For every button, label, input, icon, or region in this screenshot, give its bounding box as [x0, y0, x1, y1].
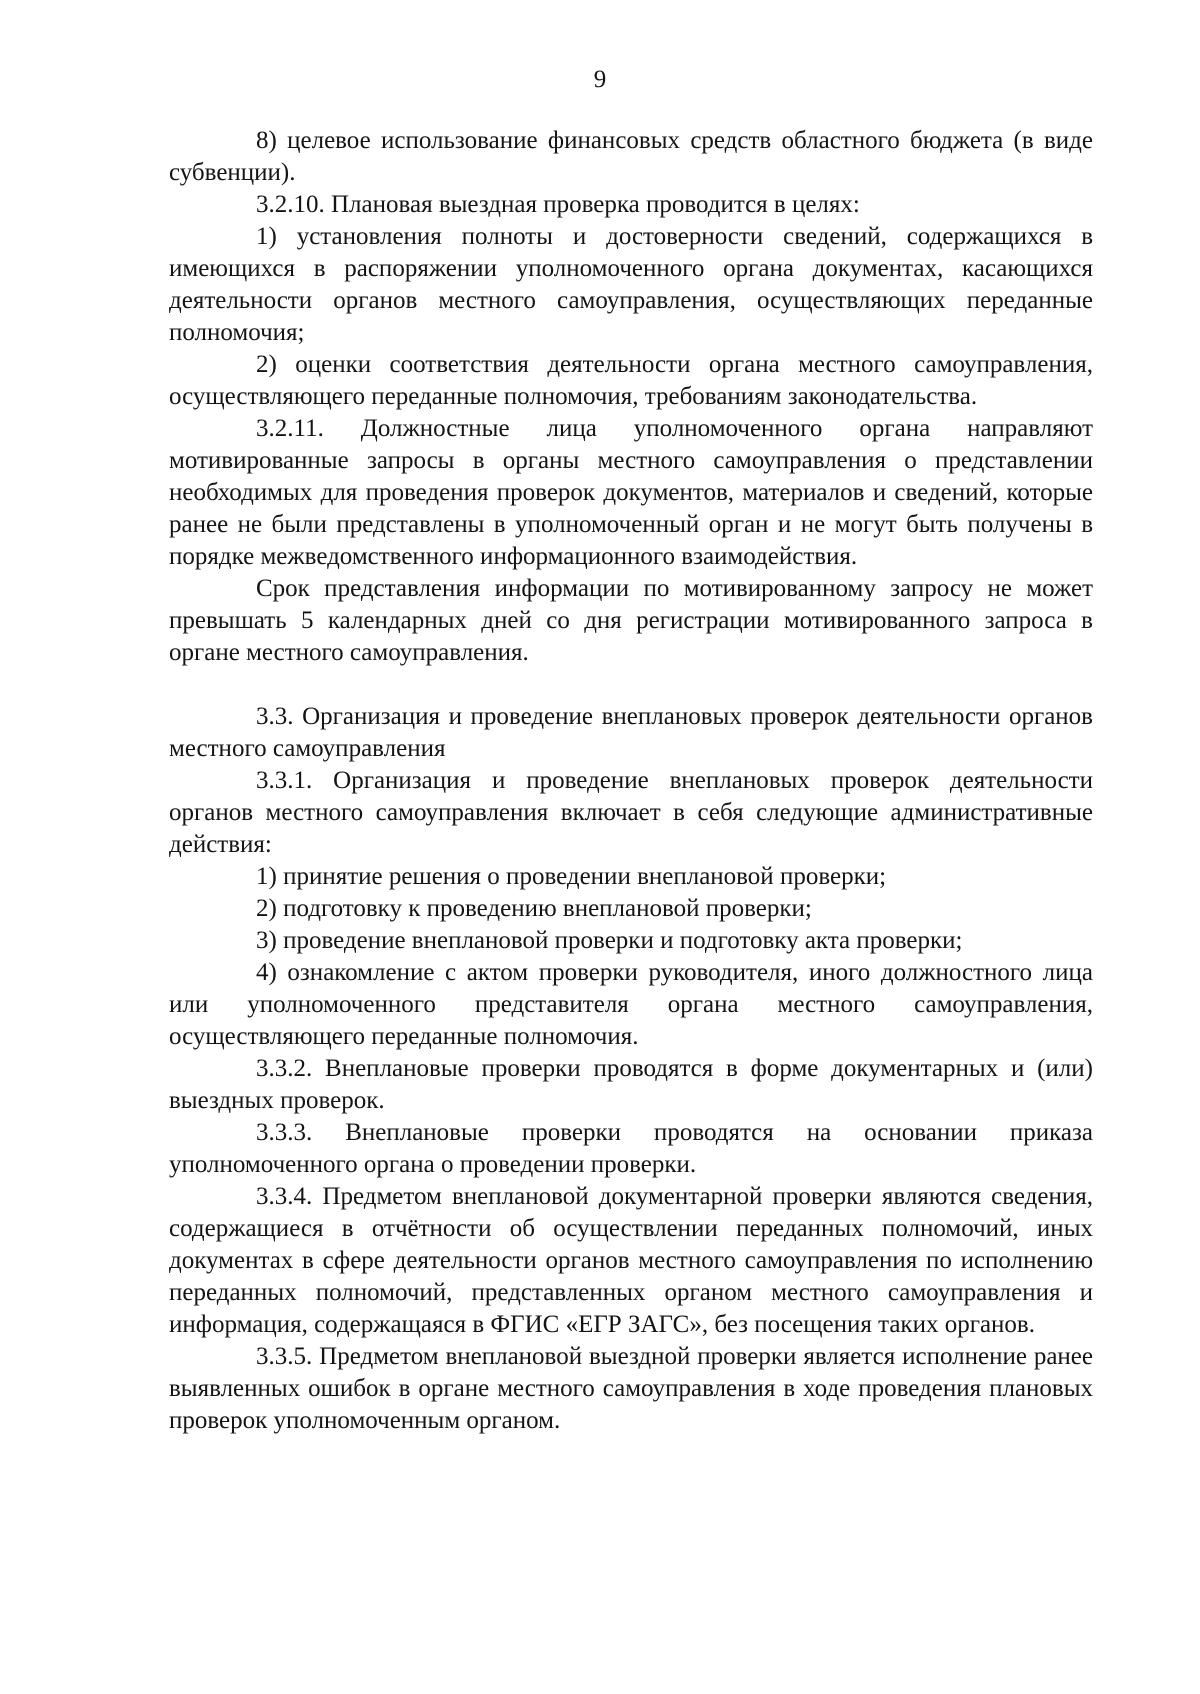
- paragraph-3-2-10: 3.2.10. Плановая выездная проверка проводится в целях:: [256, 191, 860, 218]
- paragraph-3-3-1-item-1: 1) принятие решения о проведении внеплановой проверки;: [256, 863, 887, 890]
- paragraph-3-2-10-item-1: 1) установления полноты и достоверности сведений, содержащихся в имеющихся в распоряжении уполномоченного органа документах, касающихся деятельности органов местного самоуправления, осуществляющих переданные полномочия;: [169, 223, 1093, 346]
- document-body: [169, 125, 1093, 1437]
- paragraph-3-3-1-item-4: 4) ознакомление с актом проверки руководителя, иного должностного лица или уполномоченного представителя органа местного самоуправления, осуществляющего переданные полномочия.: [169, 959, 1093, 1050]
- paragraph-3-3-1-item-2: 2) подготовку к проведению внеплановой проверки;: [256, 895, 812, 922]
- paragraph-3-3-2: 3.3.2. Внеплановые проверки проводятся в форме документарных и (или) выездных проверок.: [169, 1055, 1093, 1114]
- paragraph-3-3-1-item-3: 3) проведение внеплановой проверки и подготовку акта проверки;: [256, 927, 963, 954]
- paragraph-3-3-1: 3.3.1. Организация и проведение внеплановых проверок деятельности органов местного самоуправления включает в себя следующие административные действия:: [169, 767, 1093, 858]
- paragraph-request-deadline: Срок представления информации по мотивированному запросу не может превышать 5 календарных дней со дня регистрации мотивированного запроса в органе местного самоуправления.: [169, 575, 1093, 666]
- paragraph-3-2-11: 3.2.11. Должностные лица уполномоченного органа направляют мотивированные запросы в органы местного самоуправления о представлении необходимых для проведения проверок документов, материалов и сведений, которые ранее не были представлены в уполномоченный орган и не могут быть получены в порядке межведомственного информационного взаимодействия.: [169, 415, 1093, 570]
- paragraph-3-3-4: 3.3.4. Предметом внеплановой документарной проверки являются сведения, содержащиеся в отчётности об осуществлении переданных полномочий, иных документах в сфере деятельности органов местного самоуправления по исполнению переданных полномочий, представленных органом местного самоуправления и информация, содержащаяся в ФГИС «ЕГР ЗАГС», без посещения таких органов.: [169, 1183, 1093, 1338]
- page-number: 9: [593, 66, 607, 93]
- paragraph-3-3-3: 3.3.3. Внеплановые проверки проводятся на основании приказа уполномоченного органа о проведении проверки.: [169, 1119, 1093, 1178]
- paragraph-3-2-10-item-2: 2) оценки соответствия деятельности органа местного самоуправления, осуществляющего переданные полномочия, требованиям законодательства.: [169, 351, 1093, 410]
- paragraph-item-8: 8) целевое использование финансовых средств областного бюджета (в виде субвенции).: [169, 127, 1093, 186]
- paragraph-3-3-5: 3.3.5. Предметом внеплановой выездной проверки является исполнение ранее выявленных ошибок в органе местного самоуправления в ходе проведения плановых проверок уполномоченным органом.: [169, 1343, 1093, 1434]
- section-heading-3-3: 3.3. Организация и проведение внеплановых проверок деятельности органов местного самоуправления: [169, 703, 1093, 762]
